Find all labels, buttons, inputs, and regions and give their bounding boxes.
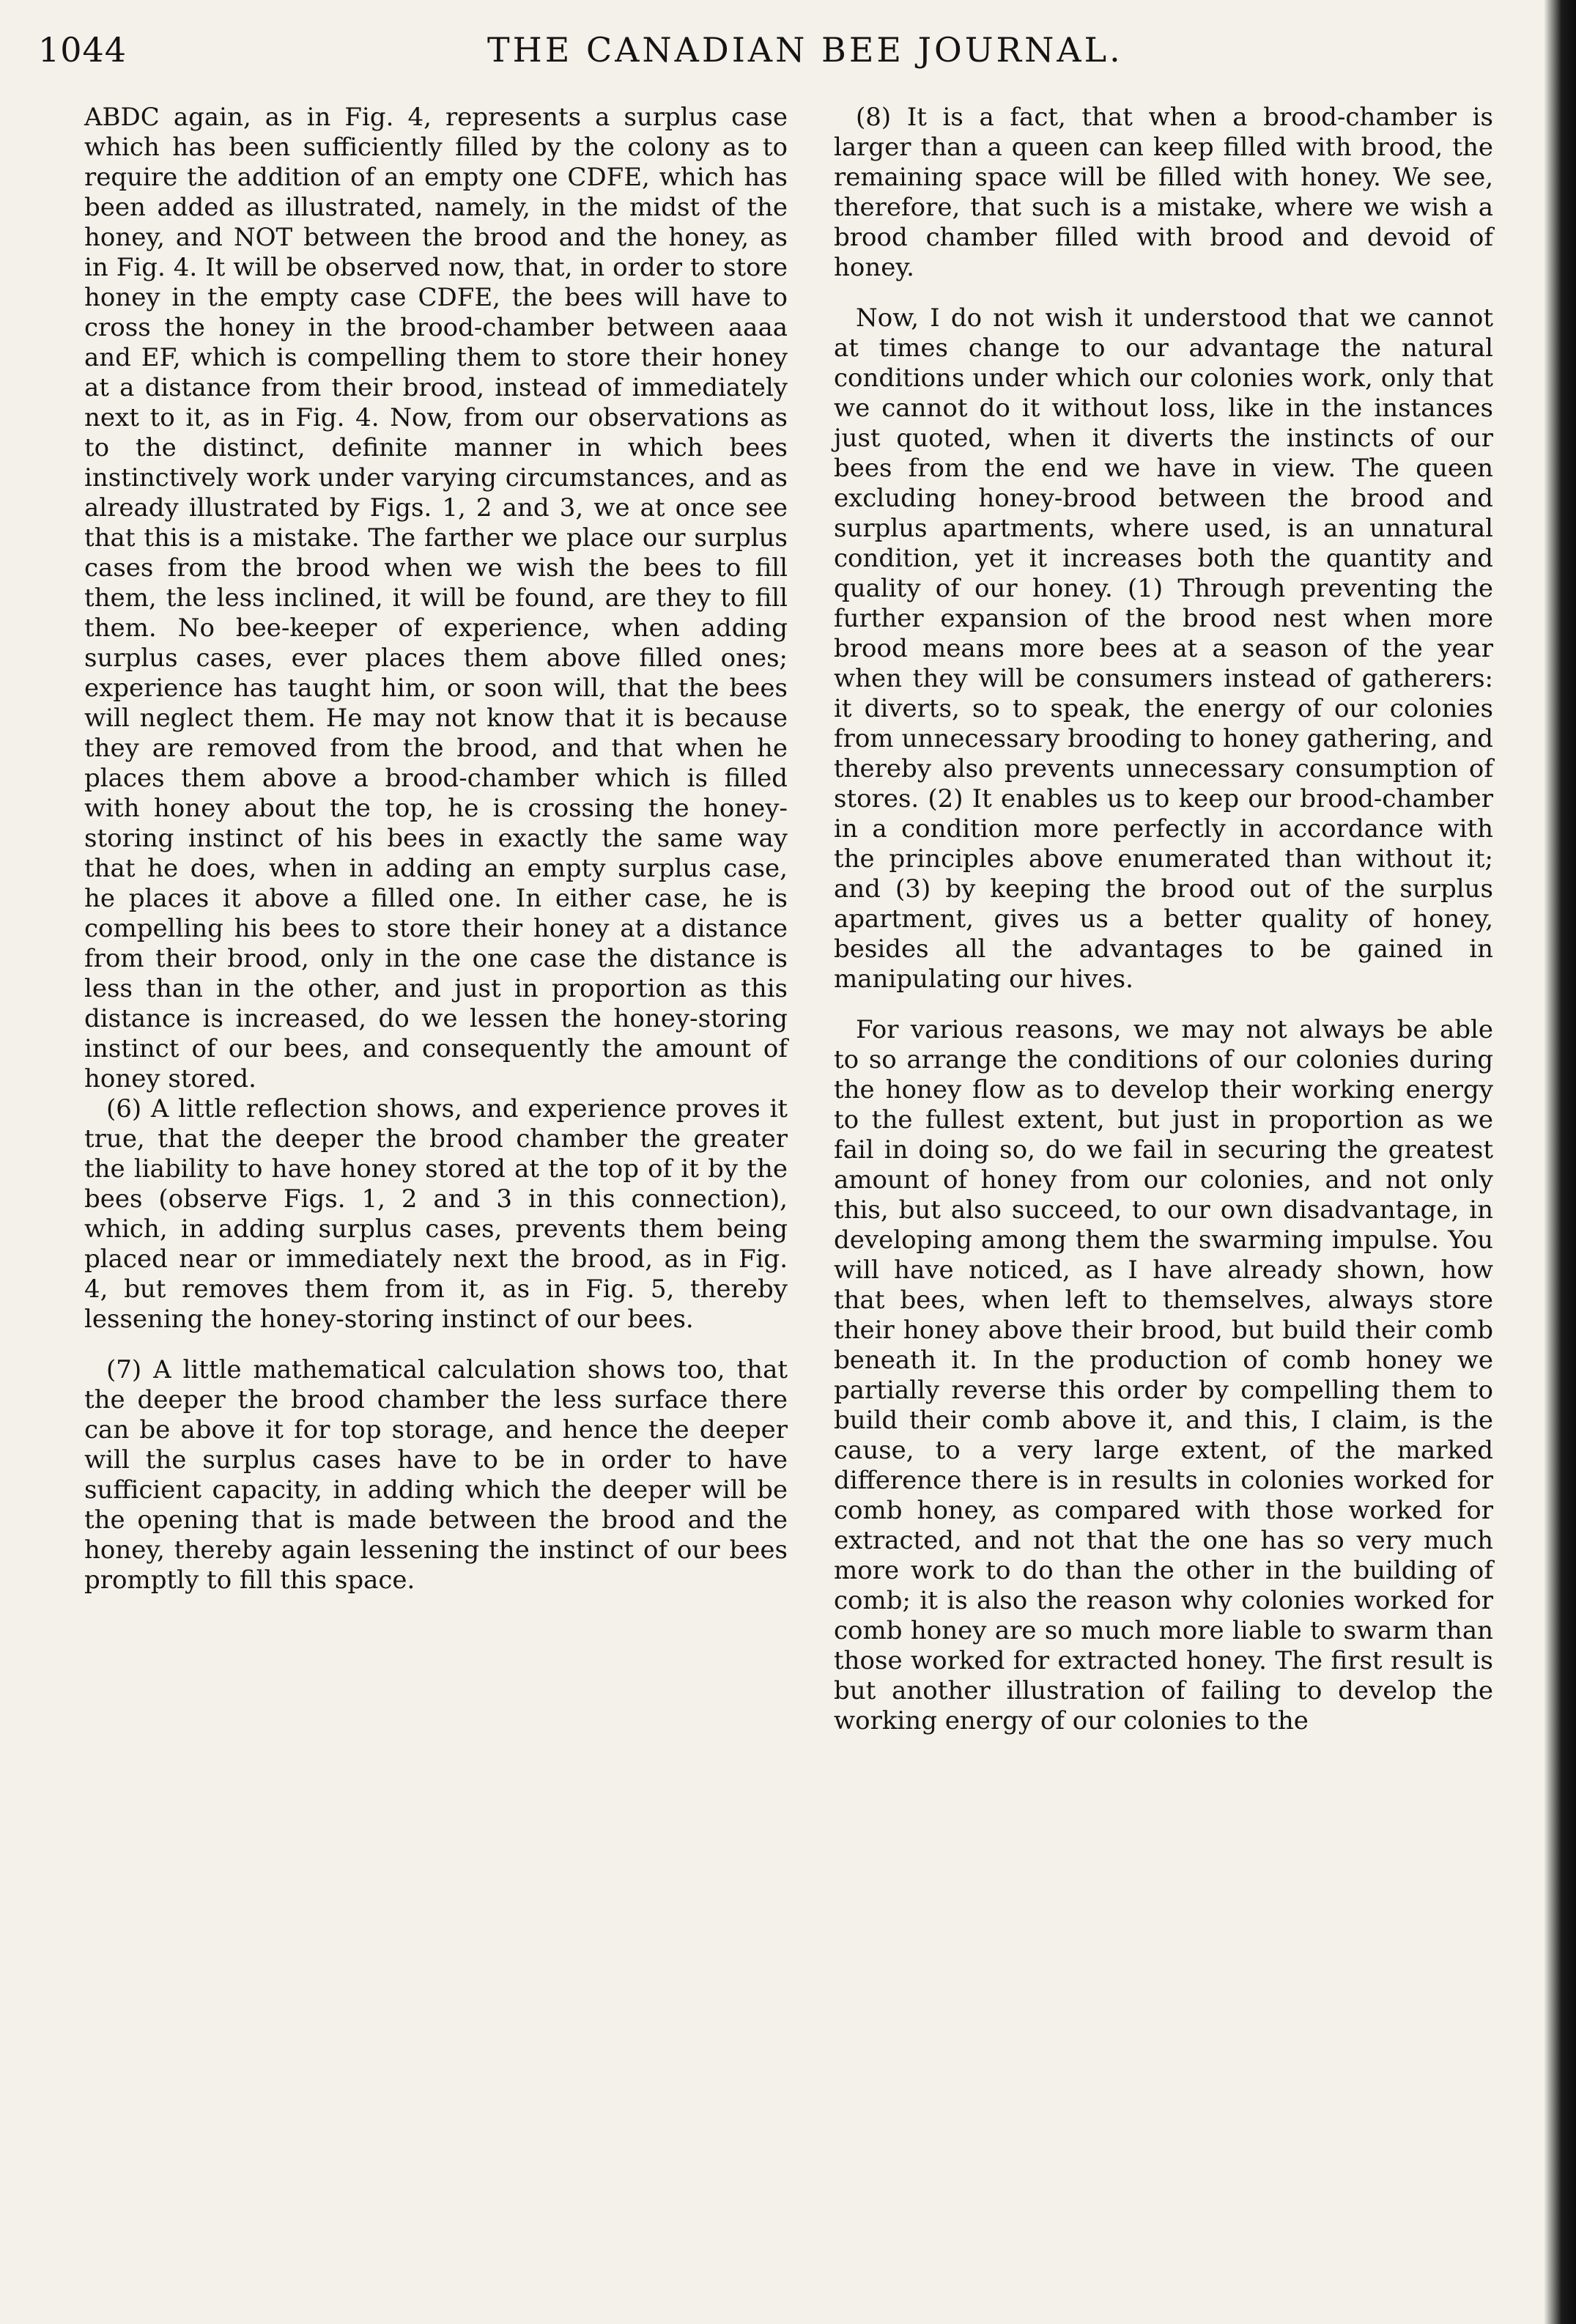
page-header [0,0,1576,95]
left-paragraph-1: ABDC again, as in Fig. 4, represents a surplus case which has been sufficiently filled by the colony as to require the addition of an empty one CDFE, which has been added as illustrated, namely, in the midst of the honey, and NOT between the brood and the honey, as in Fig. 4. It will be observed now, that, in order to store honey in the empty case CDFE, the bees will have to cross the honey in the brood-chamber between aaaa and EF, which is compelling them to store their honey at a distance from their brood, instead of immediately next to it, as in Fig. 4. Now, from our observations as to the distinct, definite manner in which bees instinctively work under varying circumstances, and as already illustrated by Figs. 1, 2 and 3, we at once see that this is a mistake. The farther we place our surplus cases from the brood when we wish the bees to fill them, the less inclined, it will be found, are they to fill them. No bee-keeper of experience, when adding surplus cases, ever places them above filled ones; experience has taught him, or soon will, that the bees will neglect them. He may not know that it is because they are removed from the brood, and that when he places them above a brood-chamber which is filled with honey about the top, he is crossing the honey-storing instinct of his bees in exactly the same way that he does, when in adding an empty surplus case, he places it above a filled one. In either case, he is compelling his bees to store their honey at a distance from their brood, only in the one case the distance is less than in the other, and just in proportion as this distance is increased, do we lessen the honey-storing instinct of our bees, and consequently the amount of honey stored. [84,103,788,1093]
right-paragraph-2: Now, I do not wish it understood that we cannot at times change to our advantage the natural conditions under which our colonies work, only that we cannot do it without loss, like in the instances just quoted, when it diverts the instincts of our bees from the end we have in view. The queen excluding honey-brood between the brood and surplus apartments, where used, is an unnatural condition, yet it increases both the quantity and quality of our honey. (1) Through preventing the further expansion of the brood nest when more brood means more bees at a season of the year when they will be consumers instead of gatherers: it diverts, so to speak, the energy of our colonies from unnecessary brooding to honey gathering, and thereby also prevents unnecessary consumption of stores. (2) It enables us to keep our brood-chamber in a condition more perfectly in accordance with the principles above enumerated than without it; and (3) by keeping the brood out of the surplus apartment, gives us a better quality of honey, besides all the advantages to be gained in manipulating our hives. [834,303,1493,994]
right-column [834,103,1493,1736]
right-paragraph-1: (8) It is a fact, that when a brood-chamber is larger than a queen can keep filled with brood, the remaining space will be filled with honey. We see, therefore, that such is a mistake, where we wish a brood chamber filled with brood and devoid of honey. [834,103,1493,282]
page-number: 1044 [38,30,127,70]
left-paragraph-3: (7) A little mathematical calculation shows too, that the deeper the brood chamber the less surface there can be above it for top storage, and hence the deeper will the surplus cases have to be in order to have sufficient capacity, in adding which the deeper will be the opening that is made between the brood and the honey, thereby again lessening the instinct of our bees promptly to fill this space. [84,1355,788,1595]
left-column [84,103,788,1596]
left-paragraph-2: (6) A little reflection shows, and experience proves it true, that the deeper the brood chamber the greater the liability to have honey stored at the top of it by the bees (observe Figs. 1, 2 and 3 in this connection), which, in adding surplus cases, prevents them being placed near or immediately next the brood, as in Fig. 4, but removes them from it, as in Fig. 5, thereby lessening the honey-storing instinct of our bees. [84,1094,788,1334]
scan-shadow-edge [1544,0,1576,2324]
running-title: THE CANADIAN BEE JOURNAL. [487,30,1123,70]
right-paragraph-3: For various reasons, we may not always be able to so arrange the conditions of our colonies during the honey flow as to develop their working energy to the fullest extent, but just in proportion as we fail in doing so, do we fail in securing the greatest amount of honey from our colonies, and not only this, but also succeed, to our own disadvantage, in developing among them the swarming impulse. You will have noticed, as I have already shown, how that bees, when left to themselves, always store their honey above their brood, but build their comb beneath it. In the production of comb honey we partially reverse this order by compelling them to build their comb above it, and this, I claim, is the cause, to a very large extent, of the marked difference there is in results in colonies worked for comb honey, as compared with those worked for extracted, and not that the one has so very much more work to do than the other in the building of comb; it is also the reason why colonies worked for comb honey are so much more liable to swarm than those worked for extracted honey. The first result is but another illustration of failing to develop the working energy of our colonies to the [834,1015,1493,1735]
